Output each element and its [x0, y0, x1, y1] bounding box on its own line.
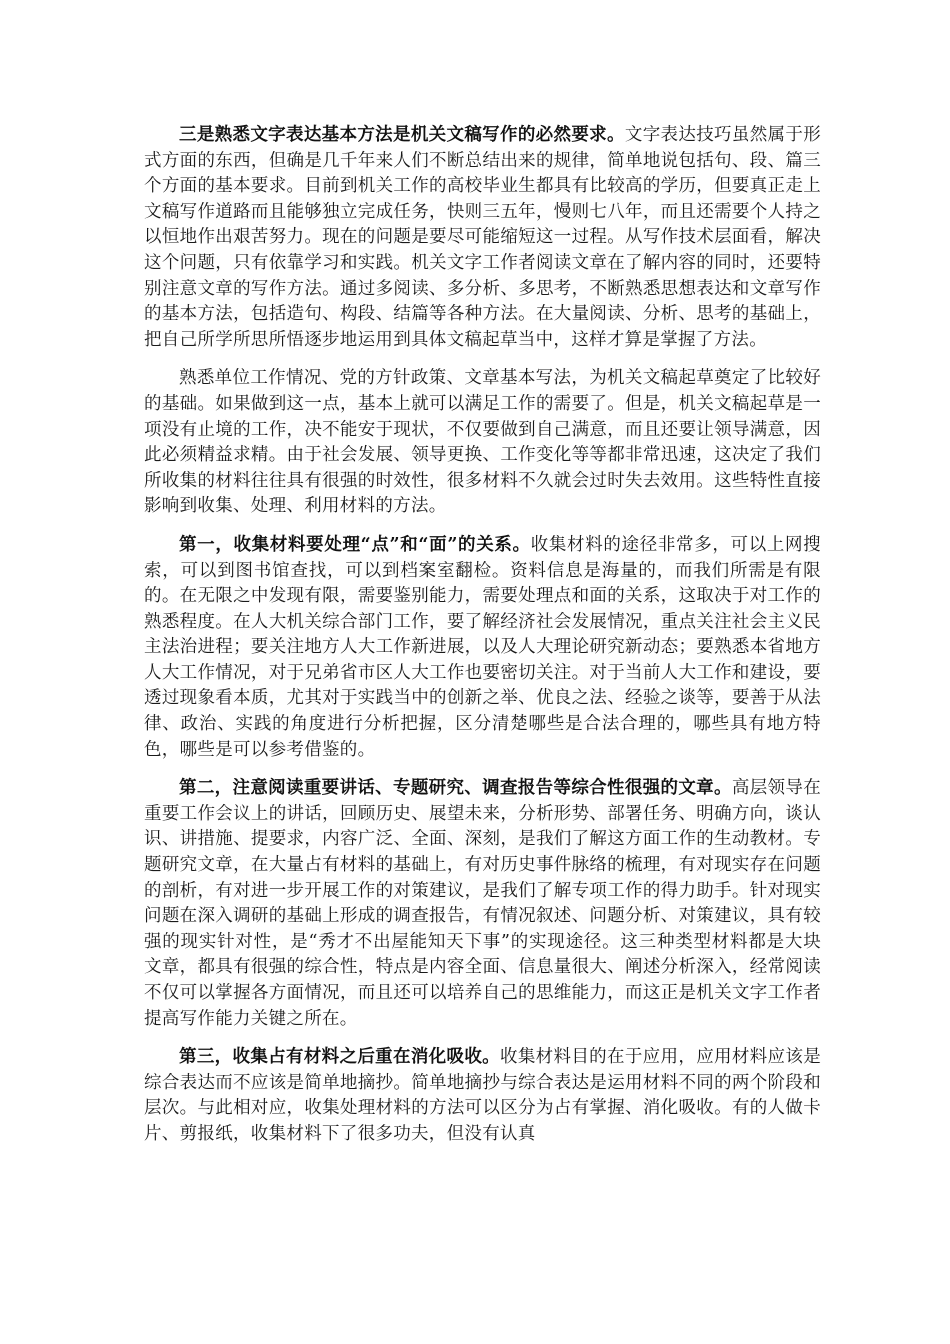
document-body [144, 123, 821, 1161]
paragraph-5-text: 收集材料目的在于应用，应用材料应该是综合表达而不应该是简单地摘抄。简单地摘抄与综合表达是运用材料不同的两个阶段和层次。与此相对应，收集处理材料的方法可以区分为占有掌握、消化吸收。有的人做卡片、剪报纸，收集材料下了很多功夫，但没有认真 [144, 1047, 821, 1144]
paragraph-1-text: 文字表达技巧虽然属于形式方面的东西，但确是几千年来人们不断总结出来的规律，简单地说包括句、段、篇三个方面的基本要求。目前到机关工作的高校毕业生都具有比较高的学历，但要真正走上文稿写作道路而且能够独立完成任务，快则三五年，慢则七八年，而且还需要个人持之以恒地作出艰苦努力。现在的问题是要尽可能缩短这一过程。从写作技术层面看，解决这个问题，只有依靠学习和实践。机关文字工作者阅读文章在了解内容的同时，还要特别注意文章的写作方法。通过多阅读、多分析、多思考，不断熟悉思想表达和文章写作的基本方法，包括造句、构段、结篇等各种方法。在大量阅读、分析、思考的基础上，把自己所学所思所悟逐步地运用到具体文稿起草当中，这样才算是掌握了方法。 [144, 125, 821, 350]
paragraph-3-text: 收集材料的途径非常多，可以上网搜索，可以到图书馆查找，可以到档案室翻检。资料信息是海量的，而我们所需是有限的。在无限之中发现有限，需要鉴别能力，需要处理点和面的关系，这取决于对工作的熟悉程度。在人大机关综合部门工作，要了解经济社会发展情况，重点关注社会主义民主法治进程；要关注地方人大工作新进展，以及人大理论研究新动态；要熟悉本省地方人大工作情况，对于兄弟省市区人大工作也要密切关注。对于当前人大工作和建设，要透过现象看本质，尤其对于实践当中的创新之举、优良之法、经验之谈等，要善于从法律、政治、实践的角度进行分析把握，区分清楚哪些是合法合理的，哪些具有地方特色，哪些是可以参考借鉴的。 [144, 534, 821, 760]
paragraph-5 [144, 1045, 821, 1147]
paragraph-2 [144, 366, 821, 520]
paragraph-1-heading: 三是熟悉文字表达基本方法是机关文稿写作的必然要求。 [179, 125, 625, 145]
paragraph-1 [144, 123, 821, 353]
paragraph-5-heading: 第三，收集占有材料之后重在消化吸收。 [179, 1047, 501, 1068]
paragraph-4-heading: 第二，注意阅读重要讲话、专题研究、调查报告等综合性很强的文章。 [179, 778, 732, 799]
paragraph-4-text: 高层领导在重要工作会议上的讲话，回顾历史、展望未来，分析形势、部署任务、明确方向，谈认识、讲措施、提要求，内容广泛、全面、深刻，是我们了解这方面工作的生动教材。专题研究文章，在大量占有材料的基础上，有对历史事件脉络的梳理，有对现实存在问题的剖析，有对进一步开展工作的对策建议，是我们了解专项工作的得力助手。针对现实问题在深入调研的基础上形成的调查报告，有情况叙述、问题分析、对策建议，具有较强的现实针对性，是“秀才不出屋能知天下事”的实现途径。这三种类型材料都是大块文章，都具有很强的综合性，特点是内容全面、信息量很大、阐述分析深入，经常阅读不仅可以掌握各方面情况，而且还可以培养自己的思维能力，而这正是机关文字工作者提高写作能力关键之所在。 [144, 778, 821, 1029]
paragraph-2-text: 熟悉单位工作情况、党的方针政策、文章基本写法，为机关文稿起草奠定了比较好的基础。如果做到这一点，基本上就可以满足工作的需要了。但是，机关文稿起草是一项没有止境的工作，决不能安于现状，不仅要做到自己满意，而且还要让领导满意，因此必须精益求精。由于社会发展、领导更换、工作变化等等都非常迅速，这决定了我们所收集的材料往往具有很强的时效性，很多材料不久就会过时失去效用。这些特性直接影响到收集、处理、利用材料的方法。 [144, 368, 821, 517]
paragraph-3 [144, 533, 821, 763]
paragraph-4 [144, 776, 821, 1032]
paragraph-3-heading: 第一，收集材料要处理“点”和“面”的关系。 [179, 534, 531, 555]
